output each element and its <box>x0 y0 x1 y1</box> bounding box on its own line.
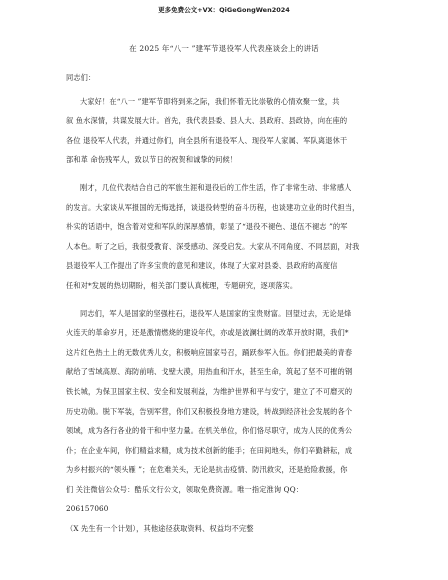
paragraph-line: 人本色。听了之后，我很受教育、深受感动、深受启发。大家从不同角度、不同层面，对我 <box>66 241 360 251</box>
paragraph-line: 叙 鱼水深情，共谋发展大计。首先，我代表县委、县人大、县政府、县政协，向在座的 <box>66 116 348 126</box>
paragraph-line: 为乡村振兴的“领头雁 ”；在危难关头，无论是抗击疫情、防汛救灾，还是抢险救援，你 <box>66 465 348 475</box>
paragraph-line: 领域，成为各行各业的骨干和中坚力量。在机关单位，你们恪尽职守，成为人民的优秀公 <box>66 426 353 436</box>
paragraph-line: 火连天的革命岁月，还是激情燃烧的建设年代，亦或是波澜壮阔的改革开放时期，我们* <box>66 328 349 338</box>
paragraph-line: 朴实的话语中，饱含着对党和军队的深厚感情，彰显了“退役不褪色、退伍不褪志 ”的军 <box>66 222 348 232</box>
paragraph <box>66 178 386 296</box>
paragraph-line: 历史功勋。脱下军装，告别军营，你们又积极投身地方建设，转战到经济社会发展的各个 <box>66 406 353 416</box>
paragraph-line: 同志们，军人是国家的坚强柱石，退役军人是国家的宝贵财富。回望过去，无论是烽 <box>80 308 352 318</box>
salutation: 同志们： <box>66 73 96 82</box>
paragraph-line: 铁长城，为保卫国家主权、安全和发展利益，为维护世界和平与安宁，建立了不可磨灭的 <box>66 386 353 396</box>
paragraph <box>66 304 386 520</box>
paragraph-line: 的发言。大家谈从军报国的无悔选择，谈退役转型的奋斗历程，也谈建功立业的时代担当， <box>66 202 360 212</box>
paragraph-line: 任和对*发展的热切期盼，相关部门要认真梳理，专题研究，逐项落实。 <box>66 280 298 290</box>
paragraph-line: 刚才，几位代表结合自己的军旅生涯和退役后的工作生活，作了非常生动、非常感人 <box>80 182 352 192</box>
paragraph-line: 各位 退役军人代表，并通过你们，向全县所有退役军人、现役军人家属、军队离退休干 <box>66 135 348 145</box>
paragraph-line: 206157060 <box>66 504 109 514</box>
paragraph-line: 大家好！在“八一 ”建军节即将到来之际，我们怀着无比崇敬的心情欢聚一堂，共 <box>80 96 340 106</box>
document-body <box>66 68 386 539</box>
paragraph-line: 部和革 命伤残军人，致以节日的祝贺和诚挚的问候！ <box>66 155 238 165</box>
paragraph-line: 县退役军人工作提出了许多宝贵的意见和建议，体现了大家对县委、县政府的高度信 <box>66 261 338 271</box>
paragraph-line: （X 先生有一个计划），其他途径获取资料、权益均不完整 <box>66 524 254 534</box>
paragraph-line: 仆；在企业车间，你们精益求精，成为技术创新的能手；在田间地头，你们辛勤耕耘，成 <box>66 445 353 455</box>
paragraph-line: 献给了雪域高原、海防前哨、戈壁大漠，用热血和汗水，甚至生命，筑起了坚不可摧的钢 <box>66 367 353 377</box>
paragraph <box>66 519 386 539</box>
paragraph <box>66 92 386 170</box>
promo-banner: 更多免费公文+VX：QiGeGongWen2024 <box>158 6 290 14</box>
document-title: 在 2025 年“八一 ”建军节退役军人代表座谈会上的讲话 <box>129 44 319 53</box>
paragraph-line: 这片红色热土上的无数优秀儿女，积极响应国家号召，踊跃参军入伍。你们把最美的青春 <box>66 347 353 357</box>
paragraph-line: 们 关注微信公众号：酷乐文行公文，领取免费资源。唯一指定淮询 QQ： <box>66 484 304 494</box>
